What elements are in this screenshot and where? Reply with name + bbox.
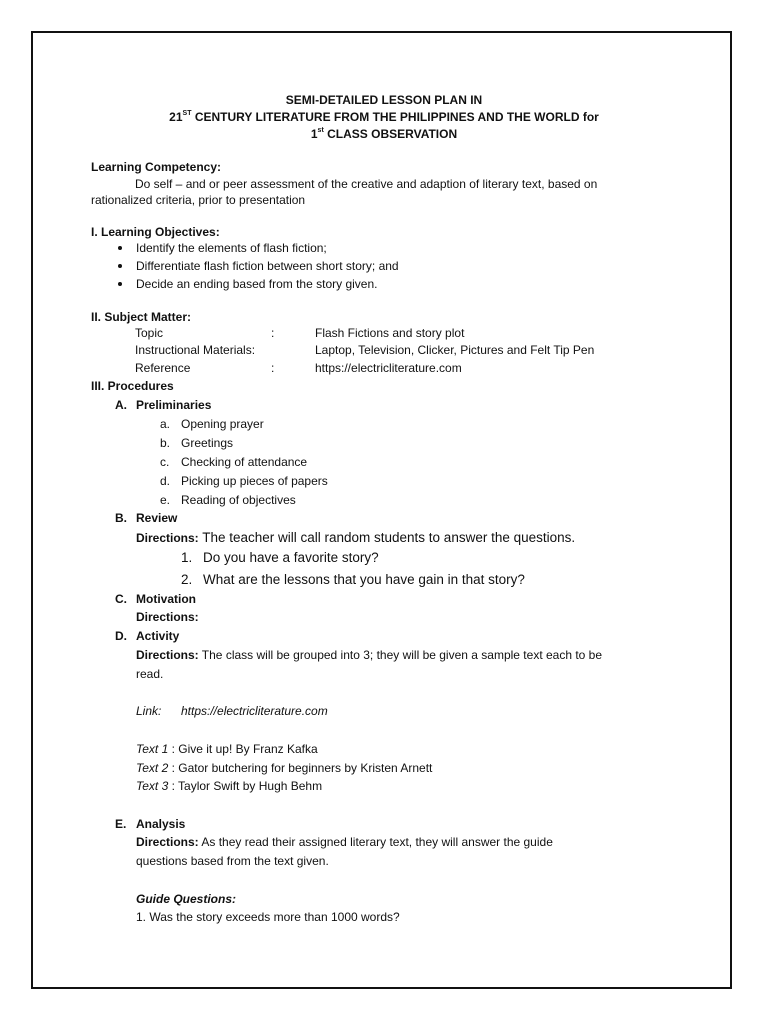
title-line-1	[0, 94, 768, 106]
question-text: What are the lessons that you have gain in that story?	[203, 572, 525, 587]
title-text-3: CLASS OBSERVATION	[323, 127, 458, 141]
link-label-text: Link:	[136, 704, 162, 718]
competency-line-2: rationalized criteria, prior to presentation	[91, 193, 306, 207]
text-value: : Give it up! By Franz Kafka	[168, 742, 318, 756]
subject-heading: II. Subject Matter:	[91, 310, 192, 324]
section-marker: B.	[115, 511, 127, 525]
subject-value: Laptop, Television, Clicker, Pictures and Felt Tip Pen	[315, 343, 595, 357]
guide-heading-text: Guide Questions:	[136, 892, 237, 906]
question-marker: 1.	[181, 550, 193, 565]
section-marker: A.	[115, 398, 127, 412]
text-label: Text 3	[136, 779, 169, 793]
subject-sep: :	[271, 361, 275, 375]
activity-directions-line-1	[136, 649, 602, 661]
competency-line-1: Do self – and or peer assessment of the creative and adaption of literary text, based on	[135, 177, 598, 191]
directions-label: Directions:	[136, 648, 199, 662]
text-label: Text 2	[136, 761, 169, 775]
directions-text: As they read their assigned literary text, they will answer the guide	[198, 835, 553, 849]
review-directions	[136, 531, 575, 545]
objective-item: Identify the elements of flash fiction;	[136, 241, 327, 255]
link-url[interactable]	[181, 705, 328, 717]
objectives-heading: I. Learning Objectives:	[91, 225, 220, 239]
text-label: Text 1	[136, 742, 169, 756]
question-marker: 2.	[181, 572, 193, 587]
analysis-directions-line-2: questions based from the text given.	[136, 854, 329, 868]
bullet-icon	[118, 264, 122, 268]
text-item	[136, 743, 318, 755]
text-value: : Taylor Swift by Hugh Behm	[168, 779, 323, 793]
list-item: Checking of attendance	[181, 455, 308, 469]
text-item	[136, 780, 322, 792]
subject-value: Flash Fictions and story plot	[315, 326, 465, 340]
title-st-sup-2: st	[317, 127, 324, 134]
analysis-directions-line-1	[136, 836, 553, 848]
title-text-1: SEMI-DETAILED LESSON PLAN IN	[285, 93, 483, 107]
section-marker: D.	[115, 629, 127, 643]
text-value: : Gator butchering for beginners by Kristen Arnett	[168, 761, 433, 775]
list-item: Picking up pieces of papers	[181, 474, 328, 488]
directions-text: The teacher will call random students to answer the questions.	[198, 530, 576, 545]
list-item: Opening prayer	[181, 417, 264, 431]
title-line-2	[0, 111, 768, 123]
directions-label: Directions:	[136, 835, 199, 849]
section-title: Motivation	[136, 592, 196, 606]
competency-heading: Learning Competency:	[91, 160, 222, 174]
bullet-icon	[118, 246, 122, 250]
section-marker: C.	[115, 592, 127, 606]
list-marker: b.	[160, 436, 171, 450]
procedures-heading: III. Procedures	[91, 379, 174, 393]
subject-label: Reference	[135, 361, 191, 375]
list-item: Reading of objectives	[181, 493, 296, 507]
subject-label: Instructional Materials:	[135, 343, 256, 357]
question-text: Do you have a favorite story?	[203, 550, 379, 565]
section-title: Activity	[136, 629, 180, 643]
section-title: Review	[136, 511, 178, 525]
subject-sep: :	[271, 326, 275, 340]
section-title: Preliminaries	[136, 398, 212, 412]
directions-label: Directions:	[136, 531, 199, 545]
list-marker: e.	[160, 493, 171, 507]
title-line-3	[0, 128, 768, 140]
title-text-2: CENTURY LITERATURE FROM THE PHILIPPINES AND THE WORLD for	[191, 110, 599, 124]
bullet-icon	[118, 282, 122, 286]
list-marker: c.	[160, 455, 170, 469]
guide-questions-heading	[136, 893, 236, 905]
list-item: Greetings	[181, 436, 234, 450]
title-21: 21	[169, 110, 183, 124]
directions-text: The class will be grouped into 3; they will be given a sample text each to be	[198, 648, 603, 662]
text-item	[136, 762, 432, 774]
objective-item: Differentiate flash fiction between short story; and	[136, 259, 399, 273]
section-marker: E.	[115, 817, 127, 831]
section-title: Analysis	[136, 817, 186, 831]
activity-directions-line-2: read.	[136, 667, 164, 681]
directions-label: Directions:	[136, 610, 199, 624]
guide-question: 1. Was the story exceeds more than 1000 words?	[136, 910, 400, 924]
subject-value: https://electricliterature.com	[315, 361, 462, 375]
link-label	[136, 705, 161, 717]
title-1: 1	[310, 127, 318, 141]
link-url-text[interactable]: https://electricliterature.com	[181, 704, 328, 718]
title-st-sup: ST	[182, 110, 192, 117]
list-marker: d.	[160, 474, 171, 488]
objective-item: Decide an ending based from the story given.	[136, 277, 378, 291]
list-marker: a.	[160, 417, 171, 431]
subject-label: Topic	[135, 326, 164, 340]
